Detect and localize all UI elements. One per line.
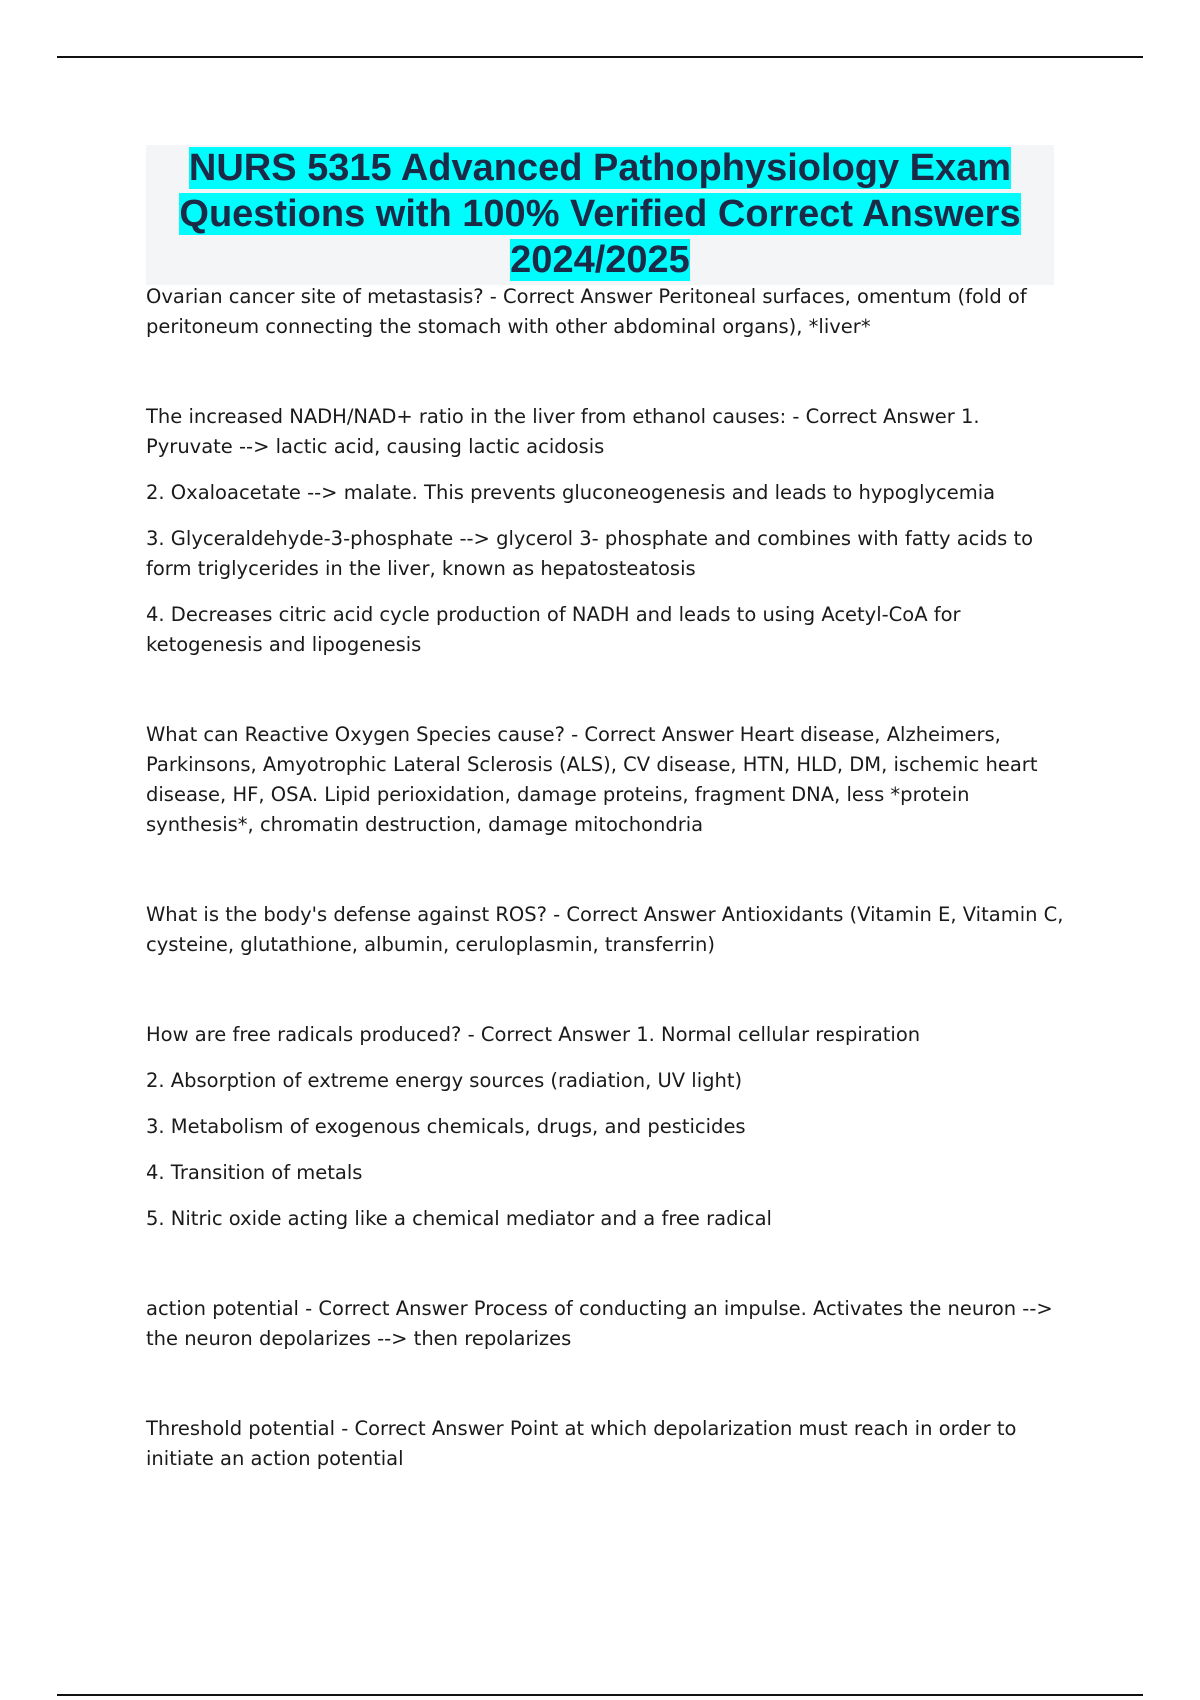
qa-text: The increased NADH/NAD+ ratio in the liver from ethanol causes: - Correct Answer 1. Pyruvate --> lactic acid, causing lactic acidosis: [146, 405, 980, 458]
title-block: [146, 145, 1054, 285]
qa-list-line: 2. Absorption of extreme energy sources (radiation, UV light): [146, 1069, 743, 1092]
qa-text: Ovarian cancer site of metastasis? - Correct Answer Peritoneal surfaces, omentum (fold of peritoneum connecting the stomach with other abdominal organs), *liver*: [146, 285, 1027, 338]
qa-item-threshold-potential: [146, 1414, 1066, 1474]
qa-item-ros-defense: [146, 900, 1066, 960]
document-title: NURS 5315 Advanced Pathophysiology Exam Questions with 100% Verified Correct Answers 2024/2025: [179, 147, 1021, 281]
qa-list-line: 5. Nitric oxide acting like a chemical mediator and a free radical: [146, 1207, 772, 1230]
top-rule: [57, 56, 1143, 58]
bottom-rule: [57, 1694, 1143, 1696]
qa-text: How are free radicals produced? - Correct Answer 1. Normal cellular respiration: [146, 1023, 921, 1046]
qa-item-ovarian-cancer: [146, 282, 1066, 342]
qa-text: What can Reactive Oxygen Species cause? - Correct Answer Heart disease, Alzheimers, Parkinsons, Amyotrophic Lateral Sclerosis (ALS), CV disease, HTN, HLD, DM, ischemic heart disease, HF, OSA. Lipid perioxidation, damage proteins, fragment DNA, less *protein synthesis*, chromatin destruction, damage mitochondria: [146, 723, 1038, 836]
qa-item-ros-causes: [146, 720, 1066, 840]
qa-list-line: 3. Glyceraldehyde-3-phosphate --> glycerol 3- phosphate and combines with fatty acids to form triglycerides in the liver, known as hepatosteatosis: [146, 527, 1034, 580]
qa-item-nadh-ratio: [146, 402, 1066, 660]
qa-list-line: 3. Metabolism of exogenous chemicals, drugs, and pesticides: [146, 1115, 746, 1138]
qa-item-action-potential: [146, 1294, 1066, 1354]
qa-list-line: 2. Oxaloacetate --> malate. This prevents gluconeogenesis and leads to hypoglycemia: [146, 481, 996, 504]
qa-text: Threshold potential - Correct Answer Point at which depolarization must reach in order to initiate an action potential: [146, 1417, 1017, 1470]
qa-content: [146, 282, 1066, 1474]
qa-item-free-radicals: [146, 1020, 1066, 1234]
qa-list-line: 4. Decreases citric acid cycle production of NADH and leads to using Acetyl-CoA for ketogenesis and lipogenesis: [146, 603, 961, 656]
qa-text: action potential - Correct Answer Process of conducting an impulse. Activates the neuron --> the neuron depolarizes --> then repolarizes: [146, 1297, 1053, 1350]
qa-text: What is the body's defense against ROS? - Correct Answer Antioxidants (Vitamin E, Vitamin C, cysteine, glutathione, albumin, ceruloplasmin, transferrin): [146, 903, 1064, 956]
qa-list-line: 4. Transition of metals: [146, 1161, 363, 1184]
